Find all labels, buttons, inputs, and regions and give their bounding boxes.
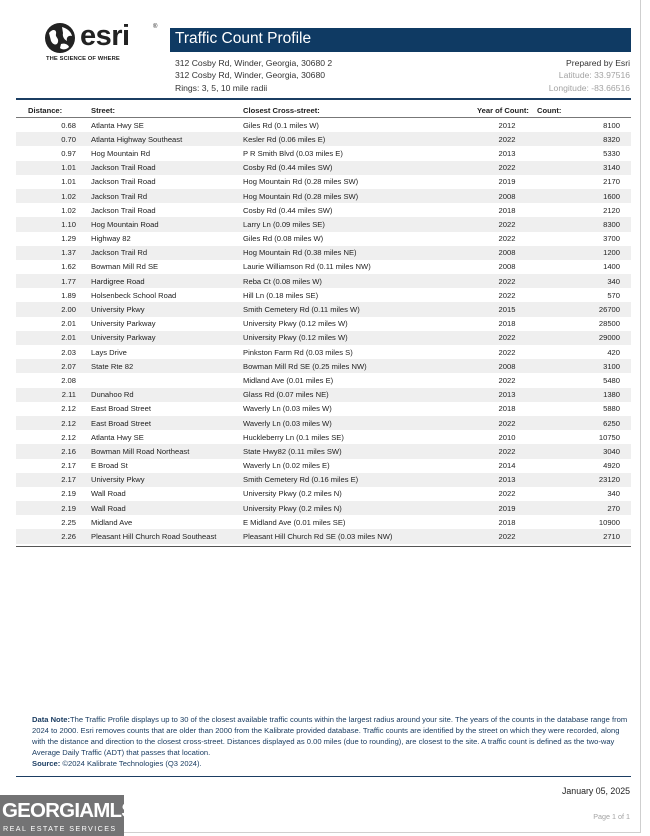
cell-cross-street: Cosby Rd (0.44 miles SW) bbox=[243, 205, 333, 215]
cell-count: 3140 bbox=[537, 161, 631, 175]
cell-year: 2008 bbox=[498, 262, 516, 272]
address-line-2: 312 Cosby Rd, Winder, Georgia, 30680 bbox=[175, 70, 326, 80]
cell-count: 5880 bbox=[603, 404, 620, 414]
table-row bbox=[16, 118, 631, 133]
table-row bbox=[16, 317, 631, 331]
cell-cross-street: Giles Rd (0.08 miles W) bbox=[243, 234, 324, 244]
address-line-1: 312 Cosby Rd, Winder, Georgia, 30680 2 bbox=[175, 58, 333, 68]
cell-count: 270 bbox=[537, 501, 631, 515]
data-note-text: The Traffic Profile displays up to 30 of the closest available traffic counts within the largest radius around your site. The years of the counts in the database range from 2024 to 2000. Esri removes counts that are older than 2000 from the Kalibrate provided database. Traffic counts are identified by the street on which they were recorded, along with the distance and direction to the closest cross-street. Distances displayed as 0.00 miles (due to rounding), are closest to the site. A traffic count is defined as the two-way Average Daily Traffic (ADT) that passes that location. bbox=[32, 715, 628, 758]
cell-count: 28500 bbox=[598, 319, 620, 329]
cell-year: 2022 bbox=[459, 217, 537, 231]
cell-cross-street: Waverly Ln (0.03 miles W) bbox=[243, 416, 459, 430]
cell-count: 26700 bbox=[537, 302, 631, 316]
cell-year: 2022 bbox=[498, 290, 516, 300]
cell-cross-street: Reba Ct (0.08 miles W) bbox=[243, 274, 459, 288]
cell-street: Bowman Mill Rd SE bbox=[91, 262, 159, 272]
cell-count: 4920 bbox=[603, 461, 620, 471]
cell-year: 2022 bbox=[498, 347, 516, 357]
cell-distance: 2.00 bbox=[16, 302, 84, 316]
source-label: Source: bbox=[32, 759, 61, 769]
cell-year: 2022 bbox=[459, 444, 537, 458]
traffic-count-table bbox=[16, 104, 631, 544]
cell-distance: 1.02 bbox=[61, 205, 76, 215]
cell-distance: 2.03 bbox=[61, 347, 76, 357]
cell-year: 2022 bbox=[459, 161, 537, 175]
cell-cross-street: Smith Cemetery Rd (0.11 miles W) bbox=[243, 302, 459, 316]
cell-distance: 2.17 bbox=[16, 473, 84, 487]
cell-cross-street: Smith Cemetery Rd (0.16 miles E) bbox=[243, 473, 459, 487]
cell-distance: 1.62 bbox=[61, 262, 76, 272]
cell-street: Midland Ave bbox=[91, 517, 133, 527]
cell-cross-street: Waverly Ln (0.03 miles W) bbox=[243, 404, 332, 414]
cell-distance: 2.12 bbox=[61, 404, 76, 414]
cell-distance: 1.89 bbox=[61, 290, 76, 300]
cell-street bbox=[84, 373, 243, 387]
cell-street: University Parkway bbox=[91, 319, 156, 329]
watermark-title: GEORGIAMLS bbox=[2, 799, 135, 822]
header-count: Count: bbox=[537, 104, 631, 118]
cell-street: Dunahoo Rd bbox=[84, 388, 243, 402]
cell-distance: 2.01 bbox=[61, 319, 76, 329]
cell-count: 1600 bbox=[537, 189, 631, 203]
table-row bbox=[16, 388, 631, 402]
cell-count: 3100 bbox=[537, 359, 631, 373]
cell-distance: 0.68 bbox=[61, 120, 76, 130]
cell-cross-street: Hog Mountain Rd (0.28 miles SW) bbox=[243, 189, 459, 203]
cell-street: Bowman Mill Road Northeast bbox=[84, 444, 243, 458]
cell-distance: 2.17 bbox=[61, 461, 76, 471]
table-row bbox=[16, 232, 631, 246]
cell-street: Lays Drive bbox=[91, 347, 127, 357]
table-row bbox=[16, 132, 631, 146]
cell-cross-street: University Pkwy (0.12 miles W) bbox=[243, 331, 459, 345]
cell-street: Atlanta Highway Southeast bbox=[84, 132, 243, 146]
cell-year: 2018 bbox=[498, 517, 516, 527]
georgia-mls-watermark bbox=[0, 795, 135, 836]
cell-cross-street: Hill Ln (0.18 miles SE) bbox=[243, 290, 319, 300]
cell-year: 2010 bbox=[498, 432, 516, 442]
cell-distance: 1.29 bbox=[61, 234, 76, 244]
table-row bbox=[16, 331, 631, 345]
cell-count: 29000 bbox=[537, 331, 631, 345]
cell-cross-street: Laurie Williamson Rd (0.11 miles NW) bbox=[243, 262, 371, 272]
cell-cross-street: Kesler Rd (0.06 miles E) bbox=[243, 132, 459, 146]
table-row bbox=[16, 416, 631, 430]
cell-year: 2015 bbox=[459, 302, 537, 316]
table-row bbox=[16, 515, 631, 529]
cell-distance: 2.11 bbox=[16, 388, 84, 402]
cell-cross-street: Huckleberry Ln (0.1 miles SE) bbox=[243, 432, 344, 442]
cell-cross-street: University Pkwy (0.12 miles W) bbox=[243, 319, 348, 329]
cell-count: 2170 bbox=[603, 177, 620, 187]
table-row bbox=[16, 260, 631, 274]
cell-count: 5330 bbox=[603, 148, 620, 158]
cell-street: Atlanta Hwy SE bbox=[91, 432, 144, 442]
header-year: Year of Count: bbox=[459, 104, 537, 118]
title-bar bbox=[170, 28, 631, 52]
prepared-by: Prepared by Esri bbox=[565, 58, 630, 68]
footer-divider bbox=[16, 776, 631, 777]
cell-street: Atlanta Hwy SE bbox=[91, 120, 144, 130]
cell-cross-street: Hog Mountain Rd (0.38 miles NE) bbox=[243, 246, 459, 260]
cell-year: 2022 bbox=[498, 489, 516, 499]
cell-count: 8320 bbox=[537, 132, 631, 146]
cell-cross-street: State Hwy82 (0.11 miles SW) bbox=[243, 444, 459, 458]
cell-count: 10750 bbox=[598, 432, 620, 442]
table-row bbox=[16, 217, 631, 231]
table-row bbox=[16, 487, 631, 501]
cell-year: 2008 bbox=[459, 359, 537, 373]
globe-icon bbox=[44, 22, 76, 54]
cell-street: Hardigree Road bbox=[84, 274, 243, 288]
table-row bbox=[16, 529, 631, 543]
cell-cross-street: Midland Ave (0.01 miles E) bbox=[243, 375, 334, 385]
cell-count: 3040 bbox=[537, 444, 631, 458]
cell-year: 2022 bbox=[459, 416, 537, 430]
cell-distance: 2.25 bbox=[61, 517, 76, 527]
cell-distance: 1.37 bbox=[16, 246, 84, 260]
cell-distance: 0.70 bbox=[16, 132, 84, 146]
cell-count: 10900 bbox=[598, 517, 620, 527]
cell-year: 2018 bbox=[498, 319, 516, 329]
cell-year: 2022 bbox=[498, 234, 516, 244]
table-row bbox=[16, 274, 631, 288]
table-row bbox=[16, 146, 631, 160]
cell-distance: 2.19 bbox=[16, 501, 84, 515]
longitude: Longitude: -83.66516 bbox=[548, 83, 630, 93]
cell-count: 8300 bbox=[537, 217, 631, 231]
cell-count: 23120 bbox=[537, 473, 631, 487]
cell-distance: 2.08 bbox=[61, 375, 76, 385]
watermark-subtitle: REAL ESTATE SERVICES bbox=[3, 824, 117, 833]
cell-count: 2710 bbox=[537, 529, 631, 543]
cell-year: 2012 bbox=[498, 120, 516, 130]
cell-cross-street: Cosby Rd (0.44 miles SW) bbox=[243, 161, 459, 175]
page-title: Traffic Count Profile bbox=[175, 30, 312, 47]
cell-distance: 2.19 bbox=[61, 489, 76, 499]
cell-year: 2022 bbox=[498, 375, 516, 385]
cell-cross-street: University Pkwy (0.2 miles N) bbox=[243, 489, 342, 499]
cell-distance: 1.77 bbox=[16, 274, 84, 288]
cell-street: University Parkway bbox=[84, 331, 243, 345]
cell-year: 2022 bbox=[459, 274, 537, 288]
header-distance: Distance: bbox=[16, 104, 84, 118]
cell-cross-street: Glass Rd (0.07 miles NE) bbox=[243, 388, 459, 402]
cell-year: 2018 bbox=[498, 205, 516, 215]
cell-count: 340 bbox=[607, 489, 620, 499]
data-note bbox=[32, 714, 630, 769]
cell-count: 570 bbox=[607, 290, 620, 300]
table-row bbox=[16, 359, 631, 373]
cell-year: 2018 bbox=[498, 404, 516, 414]
data-note-label: Data Note: bbox=[32, 715, 70, 724]
cell-street: Jackson Trail Road bbox=[84, 161, 243, 175]
cell-cross-street: Giles Rd (0.1 miles W) bbox=[243, 120, 319, 130]
cell-distance: 2.12 bbox=[16, 416, 84, 430]
cell-distance: 2.12 bbox=[61, 432, 76, 442]
cell-year: 2019 bbox=[459, 501, 537, 515]
table-header-row bbox=[16, 104, 631, 118]
cell-street: E Broad St bbox=[91, 461, 128, 471]
cell-street: University Pkwy bbox=[84, 473, 243, 487]
cell-cross-street: Hog Mountain Rd (0.28 miles SW) bbox=[243, 177, 359, 187]
cell-year: 2019 bbox=[498, 177, 516, 187]
table-row bbox=[16, 402, 631, 416]
cell-cross-street: University Pkwy (0.2 miles N) bbox=[243, 501, 459, 515]
cell-count: 8100 bbox=[603, 120, 620, 130]
report-date: January 05, 2025 bbox=[562, 786, 630, 796]
cell-year: 2013 bbox=[459, 388, 537, 402]
cell-street: Highway 82 bbox=[91, 234, 131, 244]
cell-year: 2013 bbox=[498, 148, 516, 158]
cell-count: 1200 bbox=[537, 246, 631, 260]
table-row bbox=[16, 302, 631, 316]
cell-distance: 1.01 bbox=[16, 161, 84, 175]
latitude: Latitude: 33.97516 bbox=[558, 70, 630, 80]
table-row bbox=[16, 161, 631, 175]
table-row bbox=[16, 501, 631, 515]
cell-cross-street: Pinkston Farm Rd (0.03 miles S) bbox=[243, 347, 353, 357]
cell-street: East Broad Street bbox=[91, 404, 151, 414]
header-cross-street: Closest Cross-street: bbox=[243, 104, 459, 118]
brand-name: esri bbox=[80, 20, 130, 52]
cell-distance: 2.26 bbox=[16, 529, 84, 543]
cell-count: 5480 bbox=[603, 375, 620, 385]
cell-distance: 1.01 bbox=[61, 177, 76, 187]
cell-distance: 2.07 bbox=[16, 359, 84, 373]
table-bottom-rule bbox=[16, 546, 631, 547]
cell-cross-street: E Midland Ave (0.01 miles SE) bbox=[243, 517, 346, 527]
cell-street: State Rte 82 bbox=[84, 359, 243, 373]
table-row bbox=[16, 373, 631, 387]
header-street: Street: bbox=[84, 104, 243, 118]
cell-cross-street: P R Smith Blvd (0.03 miles E) bbox=[243, 148, 343, 158]
cell-street: Jackson Trail Rd bbox=[84, 189, 243, 203]
cell-year: 2022 bbox=[459, 132, 537, 146]
cell-street: Wall Road bbox=[84, 501, 243, 515]
cell-street: Hog Mountain Rd bbox=[91, 148, 151, 158]
table-row bbox=[16, 288, 631, 302]
cell-street: East Broad Street bbox=[84, 416, 243, 430]
table-row bbox=[16, 473, 631, 487]
cell-cross-street: Bowman Mill Rd SE (0.25 miles NW) bbox=[243, 359, 459, 373]
table-row bbox=[16, 345, 631, 359]
cell-cross-street: Waverly Ln (0.02 miles E) bbox=[243, 461, 330, 471]
source-text: ©2024 Kalibrate Technologies (Q3 2024). bbox=[60, 759, 202, 769]
cell-count: 1380 bbox=[537, 388, 631, 402]
table-row bbox=[16, 175, 631, 189]
cell-distance: 2.01 bbox=[16, 331, 84, 345]
cell-street: Holsenbeck School Road bbox=[91, 290, 177, 300]
cell-year: 2022 bbox=[459, 529, 537, 543]
cell-year: 2013 bbox=[459, 473, 537, 487]
radii-line: Rings: 3, 5, 10 mile radii bbox=[175, 83, 268, 93]
cell-year: 2014 bbox=[498, 461, 516, 471]
table-row bbox=[16, 189, 631, 203]
cell-street: University Pkwy bbox=[84, 302, 243, 316]
cell-year: 2008 bbox=[459, 246, 537, 260]
header-divider bbox=[16, 98, 631, 100]
esri-logo bbox=[44, 22, 164, 68]
cell-street: Hog Mountain Road bbox=[84, 217, 243, 231]
cell-street: Pleasant Hill Church Road Southeast bbox=[84, 529, 243, 543]
table-row bbox=[16, 459, 631, 473]
cell-distance: 1.02 bbox=[16, 189, 84, 203]
table-row bbox=[16, 246, 631, 260]
cell-year: 2022 bbox=[459, 331, 537, 345]
cell-count: 1400 bbox=[603, 262, 620, 272]
table-row bbox=[16, 430, 631, 444]
cell-count: 2120 bbox=[603, 205, 620, 215]
cell-cross-street: Pleasant Hill Church Rd SE (0.03 miles NW) bbox=[243, 529, 459, 543]
cell-street: Jackson Trail Rd bbox=[84, 246, 243, 260]
page-number: Page 1 of 1 bbox=[593, 812, 630, 821]
cell-street: Jackson Trail Road bbox=[91, 177, 156, 187]
trademark-mark: ® bbox=[153, 24, 158, 30]
cell-count: 6250 bbox=[537, 416, 631, 430]
cell-cross-street: Larry Ln (0.09 miles SE) bbox=[243, 217, 459, 231]
cell-distance: 2.16 bbox=[16, 444, 84, 458]
brand-tagline: THE SCIENCE OF WHERE bbox=[46, 56, 120, 62]
cell-count: 340 bbox=[537, 274, 631, 288]
cell-distance: 0.97 bbox=[61, 148, 76, 158]
cell-street: Wall Road bbox=[91, 489, 126, 499]
table-row bbox=[16, 444, 631, 458]
cell-count: 420 bbox=[607, 347, 620, 357]
cell-year: 2008 bbox=[459, 189, 537, 203]
cell-count: 3700 bbox=[603, 234, 620, 244]
cell-distance: 1.10 bbox=[16, 217, 84, 231]
table-row bbox=[16, 203, 631, 217]
cell-street: Jackson Trail Road bbox=[91, 205, 156, 215]
